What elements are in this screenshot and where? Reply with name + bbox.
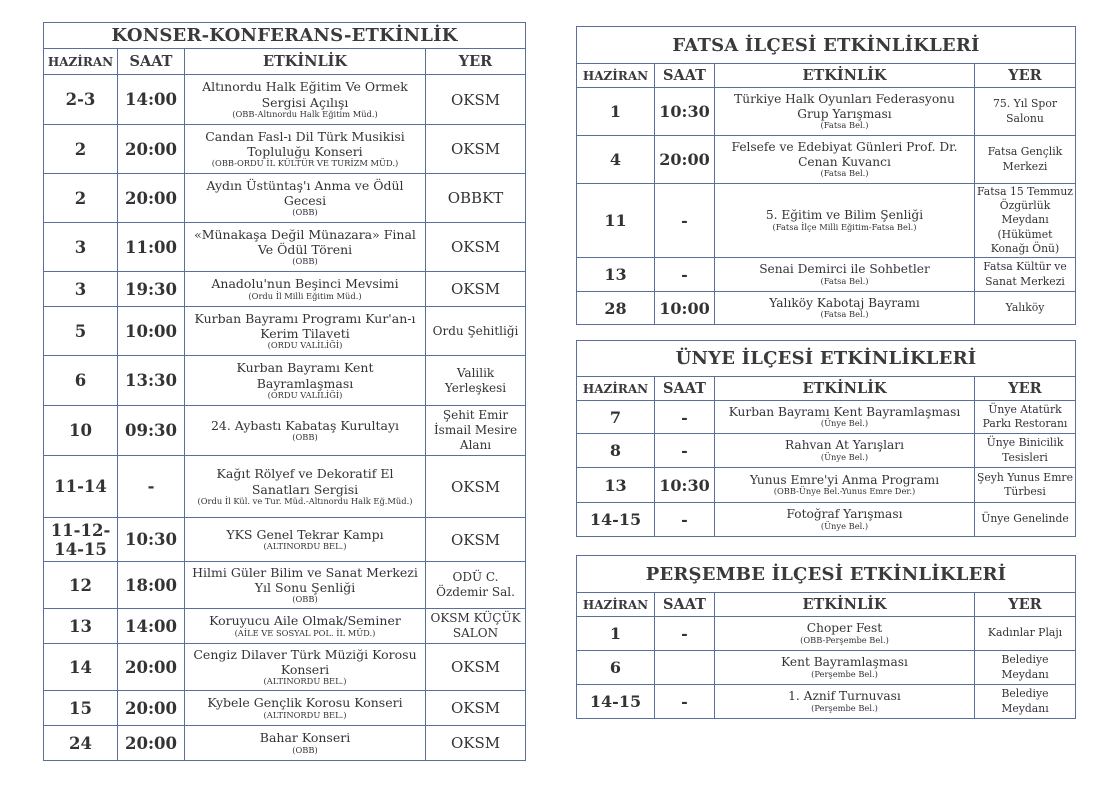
event-name: Türkiye Halk Oyunları Federasyonu Grup Yarışması: [734, 91, 955, 121]
event-name: 24. Aybastı Kabataş Kurultayı: [210, 417, 400, 433]
event-cell: [715, 434, 975, 468]
event-place: Fatsa 15 Temmuz Özgürlük Meydanı (Hükümet Konağı Önü): [975, 184, 1076, 258]
event-time: -: [118, 456, 185, 518]
event-place: OKSM: [426, 272, 526, 307]
event-date: 13: [577, 468, 655, 503]
event-date: 1: [577, 617, 655, 651]
event-place: Şehit Emir İsmail Mesire Alanı: [426, 406, 526, 456]
event-time: 20:00: [118, 691, 185, 726]
event-place: OKSM: [426, 691, 526, 726]
event-organizer: (Fatsa Bel.): [820, 120, 869, 131]
event-date: 6: [44, 356, 118, 406]
event-organizer: (OBB): [292, 594, 318, 605]
event-place: Valilik Yerleşkesi: [426, 356, 526, 406]
event-time: -: [655, 184, 715, 258]
event-name: Bahar Konseri: [259, 730, 351, 746]
event-name: Fotoğraf Yarışması: [786, 507, 903, 522]
event-date: 28: [577, 292, 655, 325]
table-row: [577, 401, 1076, 434]
event-name: Kağıt Rölyef ve Dekoratif El Sanatları Sergisi: [216, 466, 394, 497]
event-name: Yunus Emre'yi Anma Programı: [749, 472, 940, 487]
event-name: 1. Aznif Turnuvası: [788, 689, 901, 704]
table-title: PERŞEMBE İLÇESİ ETKİNLİKLERİ: [577, 556, 1076, 593]
event-place: Kadınlar Plajı: [975, 617, 1076, 651]
table-row: [44, 609, 526, 644]
event-name: Kurban Bayramı Programı Kur'an-ı Kerim Tilaveti: [194, 310, 416, 342]
event-organizer: (Ünye Bel.): [820, 451, 869, 462]
table-title: FATSA İLÇESİ ETKİNLİKLERİ: [577, 27, 1076, 64]
table-row: [577, 136, 1076, 184]
event-cell: [715, 136, 975, 184]
event-organizer: (ALTINORDU BEL.): [263, 709, 347, 720]
time-header: SAAT: [655, 593, 715, 617]
event-time: 13:30: [118, 356, 185, 406]
event-date: 3: [44, 272, 118, 307]
event-date: 6: [577, 651, 655, 685]
event-header: ETKİNLİK: [715, 593, 975, 617]
event-place: Şeyh Yunus Emre Türbesi: [975, 468, 1076, 503]
event-place: Ordu Şehitliği: [426, 307, 526, 356]
event-organizer: (OBB-Ünye Bel.-Yunus Emre Der.): [773, 486, 916, 497]
place-header: YER: [975, 64, 1076, 88]
event-time: -: [655, 401, 715, 434]
event-cell: [185, 609, 426, 644]
event-organizer: (Perşembe Bel.): [811, 702, 878, 713]
table-row: [44, 356, 526, 406]
table-row: [577, 258, 1076, 292]
event-organizer: (Ordu İl Kül. ve Tur. Müd.-Altınordu Halk Eğ.Müd.): [197, 495, 413, 506]
event-date: 2: [44, 125, 118, 174]
event-name: Cengiz Dilaver Türk Müziği Korosu Konseri: [193, 646, 417, 678]
event-date: 14: [44, 644, 118, 691]
event-organizer: (OBB): [292, 744, 318, 755]
table-row: [44, 406, 526, 456]
event-cell: [715, 685, 975, 719]
event-place: OKSM: [426, 125, 526, 174]
event-place: Ünye Genelinde: [975, 503, 1076, 537]
event-time: -: [655, 258, 715, 292]
event-organizer: (OBB-ORDU İL KÜLTÜR VE TURİZM MÜD.): [211, 158, 399, 169]
event-time: 10:30: [655, 468, 715, 503]
time-header: SAAT: [118, 49, 185, 75]
event-name: Rahvan At Yarışları: [784, 438, 905, 453]
event-header: ETKİNLİK: [715, 377, 975, 401]
table-row: [577, 88, 1076, 136]
event-date: 1: [577, 88, 655, 136]
event-time: 11:00: [118, 223, 185, 272]
table-row: [44, 272, 526, 307]
event-time: -: [655, 617, 715, 651]
event-name: Kent Bayramlaşması: [781, 655, 908, 670]
event-name: Anadolu'nun Beşinci Mevsimi: [211, 276, 399, 292]
table-row: [44, 456, 526, 518]
table-row: [44, 518, 526, 562]
table-row: [577, 685, 1076, 719]
event-cell: [185, 406, 426, 456]
event-date: 14-15: [577, 685, 655, 719]
event-time: 10:00: [655, 292, 715, 325]
event-cell: [185, 644, 426, 691]
table-row: [577, 617, 1076, 651]
event-cell: [715, 651, 975, 685]
table-row: [44, 223, 526, 272]
event-time: 20:00: [118, 644, 185, 691]
event-name: «Münakaşa Değil Münazara» Final Ve Ödül Töreni: [194, 226, 416, 258]
event-cell: [715, 401, 975, 434]
event-cell: [715, 617, 975, 651]
event-organizer: (OBB-Altınordu Halk Eğitim Müd.): [232, 108, 378, 119]
event-organizer: (Ordu İl Milli Eğitim Müd.): [248, 290, 362, 301]
event-place: OBBKT: [426, 174, 526, 223]
event-date: 3: [44, 223, 118, 272]
event-name: Candan Fasl-ı Dil Türk Musikisi Topluluğu Konseri: [205, 128, 405, 160]
event-cell: [715, 184, 975, 258]
event-place: OKSM: [426, 518, 526, 562]
event-organizer: (OBB-Perşembe Bel.): [800, 634, 889, 645]
event-cell: [185, 75, 426, 125]
event-cell: [185, 125, 426, 174]
event-name: Aydın Üstüntaş'ı Anma ve Ödül Gecesi: [206, 177, 404, 209]
table-row: [577, 503, 1076, 537]
event-header: ETKİNLİK: [715, 64, 975, 88]
event-organizer: (Fatsa Bel.): [820, 275, 869, 286]
date-header: HAZİRAN: [577, 377, 655, 401]
unye-table: [576, 340, 1076, 537]
event-time: 18:00: [118, 562, 185, 609]
table-title: KONSER-KONFERANS-ETKİNLİK: [44, 23, 526, 49]
event-cell: [715, 468, 975, 503]
event-place: 75. Yıl Spor Salonu: [975, 88, 1076, 136]
event-date: 8: [577, 434, 655, 468]
event-time: -: [655, 503, 715, 537]
event-date: 10: [44, 406, 118, 456]
event-name: Yalıköy Kabotaj Bayramı: [769, 295, 920, 310]
persembe-table: [576, 555, 1076, 719]
event-organizer: (ALTINORDU BEL.): [263, 676, 347, 687]
event-place: OKSM: [426, 644, 526, 691]
table-row: [44, 726, 526, 761]
event-cell: [185, 562, 426, 609]
event-organizer: (Fatsa Bel.): [820, 309, 869, 320]
event-date: 11: [577, 184, 655, 258]
event-date: 7: [577, 401, 655, 434]
event-name: Senai Demirci ile Sohbetler: [759, 262, 930, 277]
event-organizer: (AİLE VE SOSYAL POL. İL MÜD.): [234, 627, 376, 638]
table-row: [44, 75, 526, 125]
event-time: 10:30: [118, 518, 185, 562]
place-header: YER: [975, 593, 1076, 617]
date-header: HAZİRAN: [577, 64, 655, 88]
event-name: Choper Fest: [806, 621, 883, 636]
event-time: 10:00: [118, 307, 185, 356]
event-cell: [185, 272, 426, 307]
event-name: YKS Genel Tekrar Kampı: [226, 526, 384, 542]
event-place: Belediye Meydanı: [975, 685, 1076, 719]
time-header: SAAT: [655, 64, 715, 88]
date-header: HAZİRAN: [44, 49, 118, 75]
event-cell: [185, 223, 426, 272]
event-place: OKSM: [426, 75, 526, 125]
event-cell: [185, 726, 426, 761]
event-place: Ünye Atatürk Parkı Restoranı: [975, 401, 1076, 434]
event-date: 15: [44, 691, 118, 726]
event-organizer: (ORDU VALİLİĞİ): [267, 340, 343, 351]
table-row: [44, 174, 526, 223]
event-organizer: (Ünye Bel.): [820, 520, 869, 531]
event-date: 2-3: [44, 75, 118, 125]
table-row: [577, 292, 1076, 325]
konser-table: [43, 22, 526, 761]
event-cell: [715, 88, 975, 136]
event-cell: [185, 691, 426, 726]
event-date: 11-14: [44, 456, 118, 518]
event-date: 13: [577, 258, 655, 292]
time-header: SAAT: [655, 377, 715, 401]
event-time: [655, 651, 715, 685]
event-time: 09:30: [118, 406, 185, 456]
event-cell: [715, 258, 975, 292]
event-time: -: [655, 434, 715, 468]
event-time: 14:00: [118, 609, 185, 644]
event-organizer: (Fatsa İlçe Milli Eğitim-Fatsa Bel.): [772, 221, 917, 232]
event-organizer: (ALTINORDU BEL.): [263, 541, 347, 552]
event-organizer: (Perşembe Bel.): [811, 668, 878, 679]
event-cell: [185, 356, 426, 406]
table-title: ÜNYE İLÇESİ ETKİNLİKLERİ: [577, 341, 1076, 377]
event-cell: [185, 307, 426, 356]
event-name: 5. Eğitim ve Bilim Şenliği: [765, 208, 924, 223]
event-time: 19:30: [118, 272, 185, 307]
event-time: 20:00: [118, 174, 185, 223]
event-date: 12: [44, 562, 118, 609]
date-header: HAZİRAN: [577, 593, 655, 617]
event-place: OKSM: [426, 726, 526, 761]
table-row: [44, 307, 526, 356]
place-header: YER: [975, 377, 1076, 401]
event-organizer: (OBB): [292, 207, 318, 218]
event-place: OKSM KÜÇÜK SALON: [426, 609, 526, 644]
event-place: Fatsa Gençlik Merkezi: [975, 136, 1076, 184]
event-organizer: (OBB): [292, 432, 318, 443]
event-date: 2: [44, 174, 118, 223]
place-header: YER: [426, 49, 526, 75]
event-place: OKSM: [426, 456, 526, 518]
event-time: 20:00: [118, 125, 185, 174]
event-cell: [185, 456, 426, 518]
event-time: 20:00: [655, 136, 715, 184]
event-date: 11-12-14-15: [44, 518, 118, 562]
table-row: [577, 184, 1076, 258]
event-place: ODÜ C. Özdemir Sal.: [426, 562, 526, 609]
event-date: 24: [44, 726, 118, 761]
table-row: [577, 468, 1076, 503]
table-row: [44, 562, 526, 609]
event-time: 20:00: [118, 726, 185, 761]
event-cell: [715, 292, 975, 325]
event-name: Kybele Gençlik Korosu Konseri: [207, 695, 403, 711]
event-name: Kurban Bayramı Kent Bayramlaşması: [236, 360, 374, 391]
event-time: 14:00: [118, 75, 185, 125]
event-place: Fatsa Kültür ve Sanat Merkezi: [975, 258, 1076, 292]
event-date: 14-15: [577, 503, 655, 537]
event-time: -: [655, 685, 715, 719]
event-time: 10:30: [655, 88, 715, 136]
event-name: Koruyucu Aile Olmak/Seminer: [209, 613, 401, 629]
table-row: [44, 125, 526, 174]
event-place: Yalıköy: [975, 292, 1076, 325]
event-cell: [185, 174, 426, 223]
event-cell: [715, 503, 975, 537]
event-date: 13: [44, 609, 118, 644]
event-cell: [185, 518, 426, 562]
event-organizer: (ORDU VALİLİĞİ): [267, 389, 343, 400]
event-place: OKSM: [426, 223, 526, 272]
event-organizer: (OBB): [292, 256, 318, 267]
table-row: [577, 434, 1076, 468]
table-row: [44, 644, 526, 691]
event-date: 5: [44, 307, 118, 356]
event-name: Hilmi Güler Bilim ve Sanat Merkezi Yıl Sonu Şenliği: [192, 564, 418, 596]
event-date: 4: [577, 136, 655, 184]
event-place: Ünye Binicilik Tesisleri: [975, 434, 1076, 468]
event-name: Altınordu Halk Eğitim Ve Ormek Sergisi Açılışı: [202, 79, 408, 110]
table-row: [577, 651, 1076, 685]
fatsa-table: [576, 26, 1076, 325]
event-header: ETKİNLİK: [185, 49, 426, 75]
event-organizer: (Ünye Bel.): [820, 418, 869, 429]
event-name: Felsefe ve Edebiyat Günleri Prof. Dr. Cenan Kuvancı: [731, 139, 958, 169]
table-row: [44, 691, 526, 726]
event-organizer: (Fatsa Bel.): [820, 168, 869, 179]
event-name: Kurban Bayramı Kent Bayramlaşması: [728, 404, 961, 419]
event-place: Belediye Meydanı: [975, 651, 1076, 685]
